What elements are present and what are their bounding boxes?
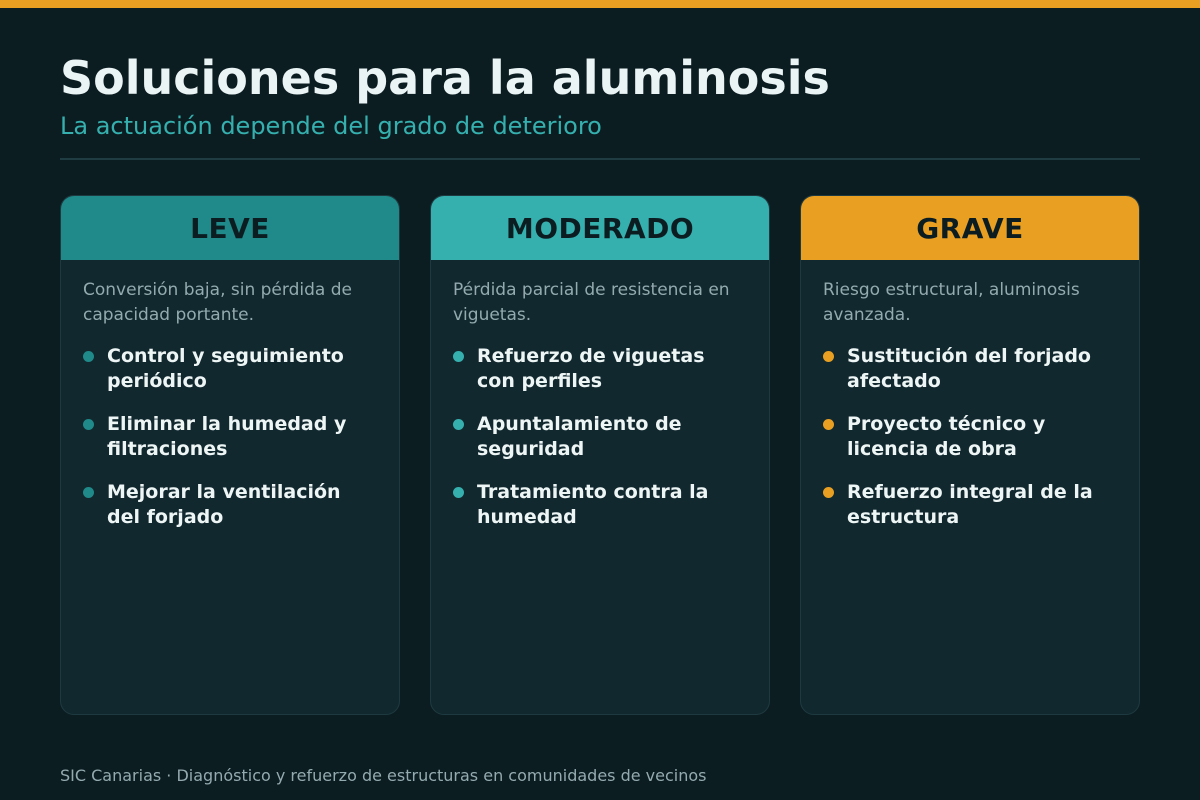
bullet-dot-icon — [453, 419, 464, 430]
list-item — [83, 344, 377, 394]
top-accent-bar — [0, 0, 1200, 8]
card-grave — [800, 195, 1140, 715]
page-title: Soluciones para la aluminosis — [60, 51, 830, 105]
card-leve — [60, 195, 400, 715]
bullet-dot-icon — [453, 487, 464, 498]
list-item — [83, 412, 377, 462]
page-subtitle: La actuación depende del grado de deterioro — [60, 112, 602, 140]
solution-list — [61, 344, 399, 530]
list-item — [823, 412, 1117, 462]
list-item-label: Tratamiento contra la humedad — [477, 481, 709, 528]
card-description: Pérdida parcial de resistencia en viguetas. — [453, 280, 730, 325]
list-item-label: Apuntalamiento de seguridad — [477, 413, 682, 460]
list-item-label: Mejorar la ventilación del forjado — [107, 481, 341, 528]
list-item-label: Refuerzo de viguetas con perfiles — [477, 345, 705, 392]
card-header-grave: GRAVE — [801, 196, 1139, 260]
card-header-leve: LEVE — [61, 196, 399, 260]
header-divider — [60, 158, 1140, 160]
bullet-dot-icon — [83, 419, 94, 430]
list-item-label: Proyecto técnico y licencia de obra — [847, 413, 1046, 460]
card-description: Riesgo estructural, aluminosis avanzada. — [823, 280, 1080, 325]
bullet-dot-icon — [823, 419, 834, 430]
bullet-dot-icon — [83, 487, 94, 498]
bullet-dot-icon — [823, 351, 834, 362]
list-item — [453, 412, 747, 462]
list-item-label: Refuerzo integral de la estructura — [847, 481, 1093, 528]
bullet-dot-icon — [83, 351, 94, 362]
solution-list — [431, 344, 769, 530]
bullet-dot-icon — [823, 487, 834, 498]
list-item-label: Eliminar la humedad y filtraciones — [107, 413, 347, 460]
list-item — [823, 344, 1117, 394]
footer-credit: SIC Canarias · Diagnóstico y refuerzo de estructuras en comunidades de vecinos — [60, 766, 707, 785]
card-header-moderado: MODERADO — [431, 196, 769, 260]
list-item-label: Control y seguimiento periódico — [107, 345, 344, 392]
card-moderado — [430, 195, 770, 715]
list-item — [83, 480, 377, 530]
list-item — [453, 344, 747, 394]
list-item — [823, 480, 1117, 530]
solution-list — [801, 344, 1139, 530]
bullet-dot-icon — [453, 351, 464, 362]
list-item-label: Sustitución del forjado afectado — [847, 345, 1091, 392]
card-description: Conversión baja, sin pérdida de capacidad portante. — [83, 280, 352, 325]
list-item — [453, 480, 747, 530]
